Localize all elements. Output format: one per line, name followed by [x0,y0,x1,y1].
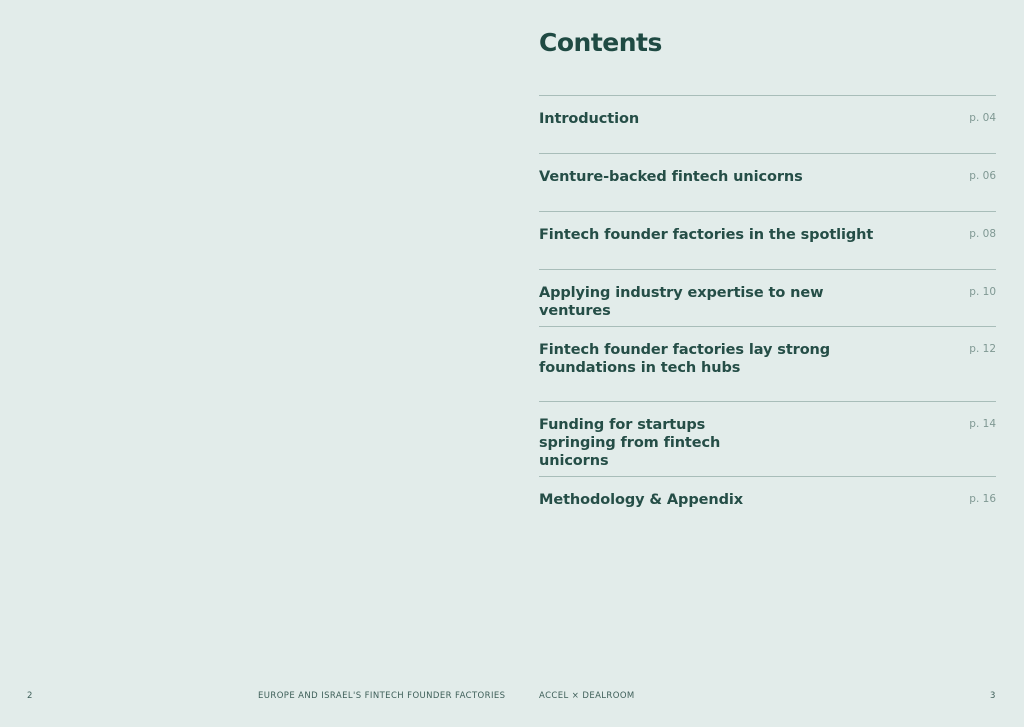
toc-item-page[interactable]: p. 10 [969,286,996,298]
toc-item-title[interactable]: Methodology & Appendix [539,492,743,508]
toc-item-title[interactable]: Fintech founder factories lay strong foundations in tech hubs [539,342,831,376]
toc-item-page[interactable]: p. 16 [969,493,996,505]
toc-item-funding-for-startups[interactable] [539,401,996,476]
toc-item-industry-expertise[interactable] [539,269,996,326]
toc-item-title[interactable]: Venture-backed fintech unicorns [539,169,803,185]
toc-item-page[interactable]: p. 04 [969,112,996,124]
toc-item-title[interactable]: Fintech founder factories in the spotlight [539,227,874,243]
report-title-footer: EUROPE AND ISRAEL'S FINTECH FOUNDER FACTORIES [258,691,506,701]
toc-item-methodology-appendix[interactable] [539,476,996,534]
brand-footer: ACCEL × DEALROOM [539,691,635,701]
toc-item-page[interactable]: p. 12 [969,343,996,355]
toc-item-founder-factories-spotlight[interactable] [539,211,996,269]
toc-item-introduction[interactable] [539,95,996,153]
toc-item-title[interactable]: Introduction [539,111,640,127]
toc-item-page[interactable]: p. 08 [969,228,996,240]
toc-item-page[interactable]: p. 14 [969,418,996,430]
toc-item-venture-backed-fintech-unicorns[interactable] [539,153,996,211]
toc-item-page[interactable]: p. 06 [969,170,996,182]
toc-item-tech-hubs[interactable] [539,326,996,401]
page-title: Contents [539,28,662,57]
left-page-number: 2 [27,691,33,701]
right-page [512,0,1024,727]
table-of-contents [539,95,996,534]
toc-item-title[interactable]: Applying industry expertise to new ventures [539,285,824,319]
toc-item-title[interactable]: Funding for startups springing from fintech unicorns [539,417,721,469]
right-page-number: 3 [990,691,996,701]
